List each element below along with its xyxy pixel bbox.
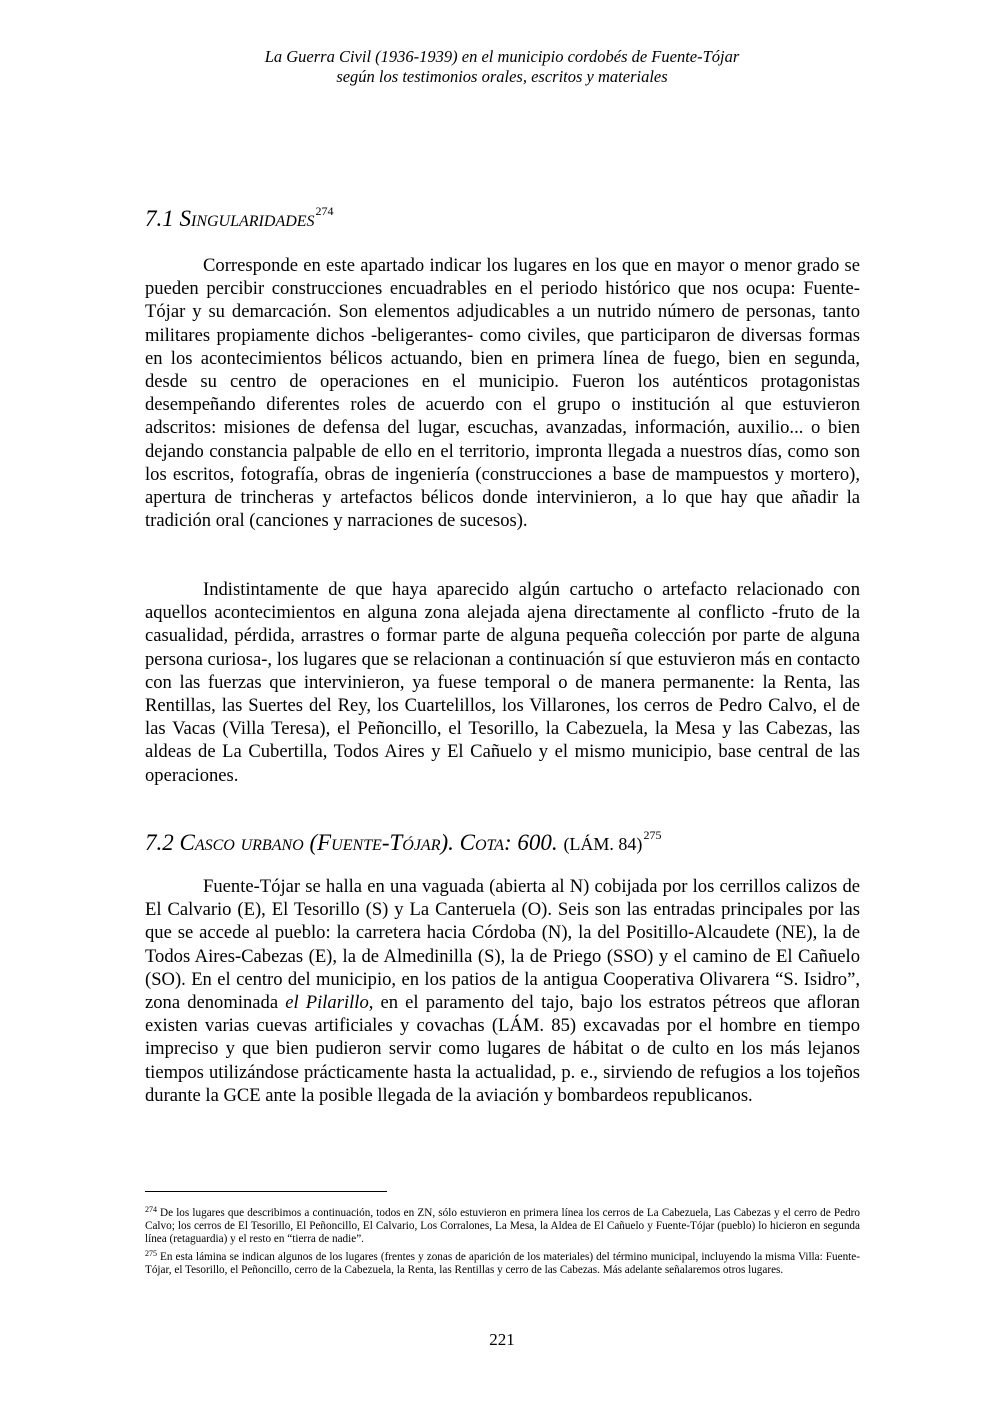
footnote-number: 275 (145, 1248, 157, 1258)
paragraph-text-part-1: Fuente-Tójar se halla en una vaguada (abierta al N) cobijada por los cerrillos calizos de El Calvario (E), El Tesorillo (S) y La Canteruela (O). Seis son las entradas principales por las que se accede al pueblo: la carretera hacia Córdoba (N), la del Positillo-Alcaudete (NE), la de Todos Aires-Cabezas (E), la de Almedinilla (S), la de Priego (SSO) y el camino de El Cañuelo (SO). En el centro del municipio, en los patios de la antigua Cooperativa Olivarera “S. Isidro”, zona denominada (145, 876, 860, 1014)
paragraph-singularidades-1: Corresponde en este apartado indicar los lugares en los que en mayor o menor grado se pueden percibir construcciones encuadrables en el periodo histórico que nos ocupa: Fuente-Tójar y su demarcación. Son elementos adjudicables a un nutrido número de personas, tanto militares propiamente dichos -beligerantes- como civiles, que participaron de diversas formas en los acontecimientos bélicos actuando, bien en primera línea de fuego, bien en segunda, desde su centro de operaciones en el municipio. Fueron los auténticos protagonistas desempeñando diferentes roles de acuerdo con el grupo o institución al que estuvieron adscritos: misiones de defensa del lugar, escuchas, avanzadas, información, auxilio... o bien dejando constancia palpable de ello en el territorio, impronta llegada a nuestros días, como son los escritos, fotografía, obras de ingeniería (construcciones a base de mampuestos y mortero), apertura de trincheras y artefactos bélicos donde intervinieron, a lo que hay que añadir la tradición oral (canciones y narraciones de sucesos). (145, 255, 860, 532)
footnote-text: En esta lámina se indican algunos de los lugares (frentes y zonas de aparición de los materiales) del término municipal, incluyendo la misma Villa: Fuente-Tójar, el Tesorillo, el Peñoncillo, cerro de la Cabezuela, la Renta, las Rentillas y cerro de las Cabezas. Más adelante señalaremos otros lugares. (145, 1250, 860, 1276)
paragraph-casco-urbano (145, 875, 860, 1107)
section-number: 7.2 (145, 830, 174, 855)
running-header (0, 47, 1004, 87)
section-title: Singularidades (179, 206, 315, 231)
footnote-separator (145, 1191, 387, 1192)
paragraph-text-part-2: , en el paramento del tajo, bajo los estratos pétreos que afloran existen varias cuevas artificiales y covachas (LÁM. 85) excavadas por el hombre en tiempo impreciso y que bien pudieron servir como lugares de hábitat o de culto en los más lejanos tiempos utilizándose prácticamente hasta la actualidad, p. e., sirviendo de refugios a los tojeños durante la GCE ante la posible llegada de la aviación y bombardeos republicanos. (145, 992, 860, 1106)
page-number: 221 (489, 1330, 515, 1349)
plate-reference: (LÁM. 84) (563, 834, 643, 854)
section-number: 7.1 (145, 206, 174, 231)
running-header-line-2: según los testimonios orales, escritos y materiales (336, 67, 668, 86)
footnote-text: De los lugares que describimos a continuación, todos en ZN, sólo estuvieron en primera línea los cerros de La Cabezuela, Las Cabezas y el cerro de Pedro Calvo; los cerros de El Tesorillo, El Peñoncillo, El Calvario, Los Corralones, La Mesa, la Aldea de El Cañuelo y Fuente-Tójar (pueblo) lo hicieron en segunda línea (retaguardia) y el resto en “tierra de nadie”. (145, 1207, 860, 1246)
section-title: Casco urbano (Fuente-Tójar). Cota: 600. (179, 830, 558, 855)
footnote-275 (145, 1247, 860, 1277)
section-heading-singularidades (145, 204, 334, 232)
footnote-number: 274 (145, 1205, 157, 1214)
footnote-ref-274: 274 (315, 204, 334, 218)
paragraph-emphasis: el Pilarillo (285, 992, 369, 1014)
section-heading-casco-urbano (145, 828, 661, 856)
running-header-line-1: La Guerra Civil (1936-1939) en el municipio cordobés de Fuente-Tójar (264, 47, 740, 66)
footnote-ref-275: 275 (643, 828, 662, 842)
footnotes (145, 1203, 860, 1277)
footnote-274 (145, 1203, 860, 1247)
paragraph-singularidades-2: Indistintamente de que haya aparecido algún cartucho o artefacto relacionado con aquellos acontecimientos en alguna zona alejada ajena directamente al conflicto -fruto de la casualidad, pérdida, arrastres o formar parte de alguna pequeña colección por parte de alguna persona curiosa-, los lugares que se relacionan a continuación sí que estuvieron más en contacto con las fuerzas que intervinieron, ya fuese temporal o de manera permanente: la Renta, las Rentillas, las Suertes del Rey, los Cuartelillos, los Villarones, los cerros de Pedro Calvo, el de las Vacas (Villa Teresa), el Peñoncillo, el Tesorillo, la Cabezuela, la Mesa y las Cabezas, las aldeas de La Cubertilla, Todos Aires y El Cañuelo y el mismo municipio, base central de las operaciones. (145, 579, 860, 786)
